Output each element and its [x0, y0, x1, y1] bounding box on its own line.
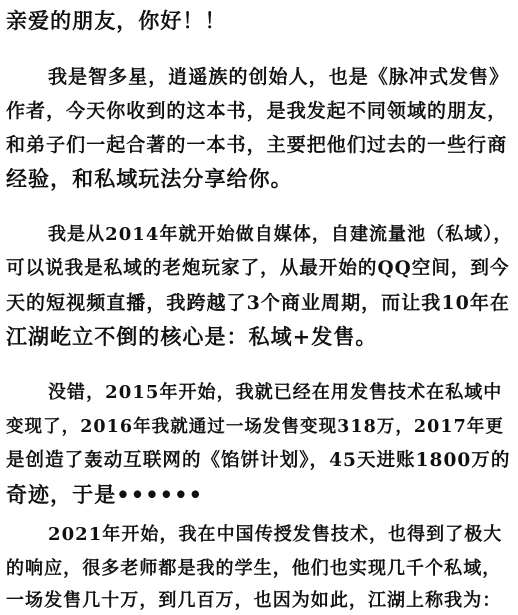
- text-line: 江湖屹立不倒的核心是：私域+发售。: [6, 324, 378, 349]
- text-line: 一场发售几十万，到几百万，也因为如此，江湖上称我为：: [6, 590, 502, 611]
- text-line: 是创造了轰动互联网的《馅饼计划》，45天进账1800万的: [6, 450, 511, 471]
- text-line: 和弟子们一起合著的一本书，主要把他们过去的一些行商: [6, 134, 508, 156]
- text-line: 天的短视频直播，我跨越了3个商业周期，而让我10年在: [6, 292, 510, 314]
- text-line: 变现了，2016年我就通过一场发售变现318万，2017年更: [6, 417, 504, 437]
- text-line: 2021年开始，我在中国传授发售技术，也得到了极大: [48, 524, 503, 545]
- text-line: 经验，和私域玩法分享给你。: [6, 166, 293, 191]
- text-line: 我是智多星，逍遥族的创始人，也是《脉冲式发售》: [48, 66, 510, 88]
- text-line: 我是从2014年就开始做自媒体，自建流量池（私域），: [48, 224, 513, 245]
- text-line: 没错，2015年开始，我就已经在用发售技术在私域中: [48, 382, 503, 403]
- text-line: 作者，今天你收到的这本书，是我发起不同领域的朋友，: [6, 100, 508, 122]
- text-line: 可以说我是私域的老炮玩家了，从最开始的QQ空间，到今: [6, 258, 510, 279]
- text-line: 的响应，很多老师都是我的学生，他们也实现几千个私域，: [6, 558, 502, 579]
- greeting: 亲爱的朋友，你好！！: [6, 8, 227, 33]
- text-line: 奇迹，于是••••••: [6, 482, 204, 507]
